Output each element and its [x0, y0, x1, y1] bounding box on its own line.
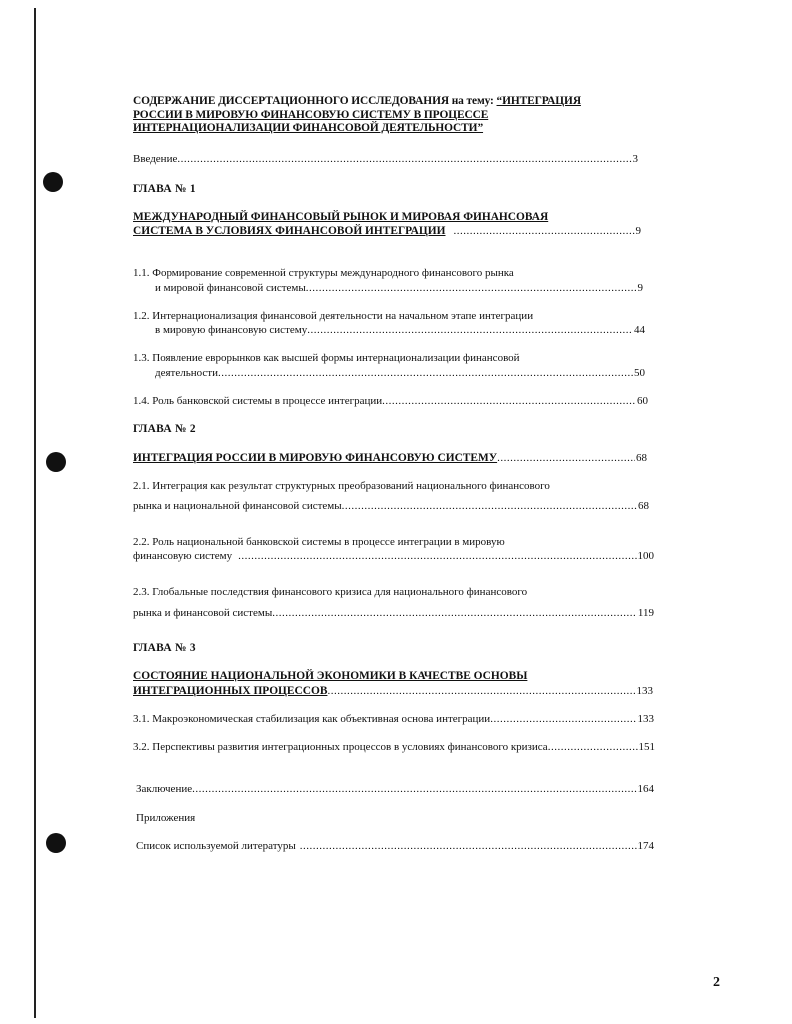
toc-page-number: 68	[638, 500, 649, 512]
toc-entry-section[interactable]	[133, 549, 654, 563]
toc-page-number: 174	[637, 840, 654, 852]
toc-page-number: 44	[634, 324, 645, 336]
dot-leader	[548, 740, 638, 754]
chapter-title-line: ИНТЕГРАЦИОННЫХ ПРОЦЕССОВ	[133, 685, 328, 697]
toc-entry-section[interactable]	[133, 606, 654, 620]
chapter-title-line: СИСТЕМА В УСЛОВИЯХ ФИНАНСОВОЙ ИНТЕГРАЦИИ	[133, 225, 446, 237]
toc-page-number: 3	[632, 153, 638, 165]
chapter-heading: ГЛАВА № 1	[133, 183, 196, 195]
toc-entry-chapter-3[interactable]	[133, 684, 653, 698]
toc-page-number: 50	[634, 367, 645, 379]
toc-section-line: 3.1. Макроэкономическая стабилизация как объективная основа интеграции	[133, 713, 491, 725]
toc-entry-section[interactable]	[133, 740, 655, 754]
toc-page-number: 151	[638, 741, 655, 753]
toc-page-number: 133	[636, 685, 653, 697]
toc-entry-section[interactable]	[133, 499, 649, 513]
toc-entry-section[interactable]	[133, 394, 648, 408]
dot-leader	[446, 224, 635, 238]
dot-leader	[218, 366, 633, 380]
toc-entry-label: Список используемой литературы	[136, 840, 296, 852]
toc-section-line: деятельности	[155, 367, 218, 379]
toc-entry-section[interactable]	[155, 281, 643, 295]
toc-page-number: 164	[637, 783, 654, 795]
dot-leader	[327, 684, 635, 698]
title-quote-line2: РОССИИ В МИРОВУЮ ФИНАНСОВУЮ СИСТЕМУ В ПРОЦЕССЕ	[133, 108, 489, 121]
toc-section-line: 1.2. Интернационализация финансовой деятельности на начальном этапе интеграции	[133, 310, 534, 322]
page-number: 2	[713, 975, 720, 990]
scan-edge-line	[34, 8, 36, 1018]
title-prefix: СОДЕРЖАНИЕ ДИССЕРТАЦИОННОГО ИССЛЕДОВАНИЯ на тему:	[133, 95, 497, 107]
dot-leader	[296, 839, 637, 853]
toc-section-line: 1.1. Формирование современной структуры международного финансового рынка	[133, 267, 514, 279]
toc-section-line: 2.3. Глобальные последствия финансового кризиса для национального финансового	[133, 586, 528, 598]
dot-leader	[307, 323, 633, 337]
toc-section-line: рынка и финансовой системы	[133, 607, 273, 619]
toc-section-line: финансовую систему	[133, 550, 233, 562]
toc-page-number: 133	[637, 713, 654, 725]
toc-entry-label: Заключение	[136, 783, 193, 795]
toc-section-line: 2.2. Роль национальной банковской системы в процессе интеграции в мировую	[133, 536, 505, 548]
toc-section-line: рынка и национальной финансовой системы	[133, 500, 342, 512]
dot-leader	[342, 499, 637, 513]
toc-section-line: 2.1. Интеграция как результат структурных преобразований национального финансового	[133, 480, 550, 492]
document-title	[133, 95, 653, 136]
toc-page-number: 9	[635, 225, 641, 237]
punch-hole	[46, 833, 66, 853]
punch-hole	[43, 172, 63, 192]
punch-hole	[46, 452, 66, 472]
toc-entry-chapter-1[interactable]	[133, 224, 641, 238]
dot-leader	[490, 712, 636, 726]
toc-entry-section[interactable]	[155, 366, 645, 380]
chapter-title-line: СОСТОЯНИЕ НАЦИОНАЛЬНОЙ ЭКОНОМИКИ В КАЧЕСТВЕ ОСНОВЫ	[133, 670, 528, 682]
toc-page-number: 119	[637, 607, 654, 619]
toc-entry-chapter-2[interactable]	[133, 451, 647, 465]
toc-section-line: и мировой финансовой системы	[155, 282, 306, 294]
dot-leader	[497, 451, 635, 465]
title-quote-line3: ИНТЕРНАЦИОНАЛИЗАЦИИ ФИНАНСОВОЙ ДЕЯТЕЛЬНОСТИ”	[133, 122, 484, 134]
chapter-title-line: МЕЖДУНАРОДНЫЙ ФИНАНСОВЫЙ РЫНОК И МИРОВАЯ ФИНАНСОВАЯ	[133, 211, 549, 223]
dot-leader	[192, 782, 636, 796]
toc-entry-conclusion[interactable]	[136, 782, 654, 796]
dot-leader	[382, 394, 636, 408]
toc-section-line: 1.4. Роль банковской системы в процессе интеграции	[133, 395, 383, 407]
toc-page-number: 100	[637, 550, 654, 562]
toc-entry-label: Введение	[133, 153, 178, 165]
dot-leader	[306, 281, 637, 295]
toc-page-number: 60	[637, 395, 648, 407]
toc-page-number: 68	[636, 452, 647, 464]
chapter-title-line: ИНТЕГРАЦИЯ РОССИИ В МИРОВУЮ ФИНАНСОВУЮ СИСТЕМУ	[133, 452, 498, 464]
toc-entry-appendix[interactable]: Приложения	[136, 812, 196, 824]
toc-entry-section[interactable]	[155, 323, 645, 337]
toc-page-number: 9	[637, 282, 643, 294]
title-quote-line1: “ИНТЕГРАЦИЯ	[496, 95, 581, 107]
toc-entry-section[interactable]	[133, 712, 654, 726]
toc-entry-bibliography[interactable]	[136, 839, 654, 853]
dot-leader	[272, 606, 637, 620]
toc-entry-intro[interactable]	[133, 152, 638, 166]
dot-leader	[177, 152, 631, 166]
toc-section-line: 3.2. Перспективы развития интеграционных процессов в условиях финансового кризиса	[133, 741, 548, 753]
dot-leader	[232, 549, 636, 563]
toc-section-line: 1.3. Появление еврорынков как высшей формы интернационализации финансовой	[133, 352, 520, 364]
chapter-heading: ГЛАВА № 2	[133, 423, 196, 435]
toc-section-line: в мировую финансовую систему	[155, 324, 308, 336]
chapter-heading: ГЛАВА № 3	[133, 642, 196, 654]
